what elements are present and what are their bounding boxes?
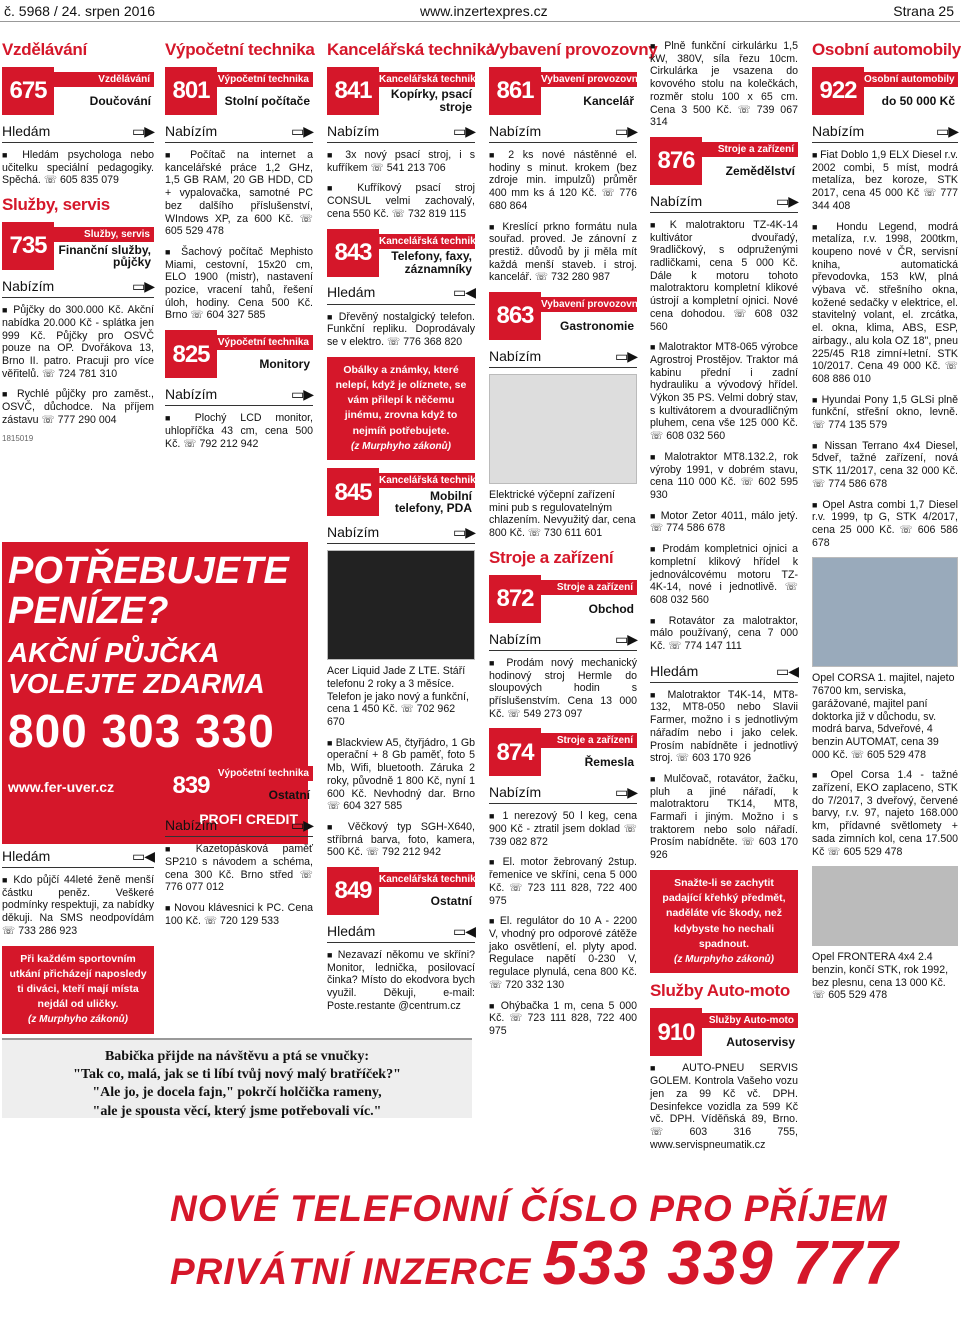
subsection-header <box>489 629 637 651</box>
category-band: Kancelářská technika <box>379 475 482 487</box>
arrow-icon: ▭▶ <box>615 347 637 364</box>
spacer <box>165 458 313 758</box>
category-sub: Monitory <box>259 356 310 371</box>
ad-item: ■ Plochý LCD monitor, uhlopříčka 43 cm, cena 500 Kč. ☏ 792 212 942 <box>165 412 313 450</box>
ad-item: ■ Počítač na internet a kancelářské práce 1,2 GHz, 1,5 GB RAM, 20 GB HDD, CD + vypalovačka, samotné PC bez dalšího příslušenství, WIndows XP, za 600 Kč. ☏ 605 529 478 <box>165 149 313 238</box>
ad-item: ■ AUTO-PNEU SERVIS GOLEM. Kontrola Vašeho vozu jen za 99 Kč vč. DPH. Desinfekce vozidla za 599 Kč vč. DPH. Víděňská 89, Brno. ☏ 603 316 755, www.servispneumatik.cz <box>650 1062 798 1151</box>
ad-item: ■ Šachový počítač Mephisto Miami, cestovní, 15x20 cm, ELO 1900 (mistr), nastavení pozice, vracení tahů, řešení úloh, hodiny. Cena 500 Kč. Brno ☏ 604 327 585 <box>165 246 313 322</box>
subsection-header <box>489 346 637 368</box>
category-band: Výpočetní technika <box>217 335 313 350</box>
subsection-header <box>812 121 958 143</box>
category-number: 841 <box>327 67 379 115</box>
subsection-header <box>327 921 475 943</box>
category-block <box>327 468 482 516</box>
category-block <box>327 67 482 115</box>
category-number: 872 <box>489 575 541 623</box>
arrow-icon: ▭▶ <box>615 630 637 647</box>
footer-line1: NOVÉ TELEFONNÍ ČÍSLO PRO PŘÍJEM <box>170 1188 888 1229</box>
subsection-header <box>2 276 154 298</box>
murphy-note: (z Murphyho zákonů) <box>351 440 451 452</box>
arrow-icon: ▭▶ <box>132 122 154 139</box>
footer-phone: 533 339 777 <box>542 1229 899 1298</box>
ad-item: ■ Kreslící prkno formátu nula souřad. proved. Je zánovní z prestiž. důvodů by ji měla mít každá menší staveb. i stroj. kancelář. ☏ 732 280 987 <box>489 221 637 285</box>
section-title: Vybavení provozovny <box>489 40 658 59</box>
category-number: 849 <box>327 867 379 915</box>
ad-item: ■ Opel Corsa 1.4 - tažné zařízení, EKO zaplaceno, STK do 7/2017, 3 dveřový, červené barvy, r.v. 97, najeto 168.000 km, přídavné světlomety + sada zimních kol, cena 17.500 Kč ☏ 605 529 478 <box>812 769 958 858</box>
subsection-header <box>489 782 637 804</box>
section-title: Služby, servis <box>2 195 110 215</box>
ad-item: ■ K malotraktoru TZ-4K-14 kultivátor dvouřadý, 9radličkový, s odpruženými radličkami, cena 5 000 Kč. Dále k motoru tohoto malotraktoru kompletní klikové ústrojí a kompletní ojnici. Nové cena dohodou. ☏ 608 032 560 <box>650 219 798 333</box>
car-photo <box>812 866 958 946</box>
category-block <box>2 67 154 115</box>
section-title: Služby Auto-moto <box>650 981 790 1001</box>
arrow-icon: ▭◀ <box>453 923 475 940</box>
subsection-label: Hledám <box>2 122 51 139</box>
site-url[interactable]: www.inzertexpres.cz <box>420 3 548 19</box>
category-band: Stroje a zařízení <box>702 142 798 157</box>
subsection-label: Nabízím <box>489 630 542 647</box>
murphy-note: (z Murphyho zákonů) <box>28 1014 128 1026</box>
ad-item: ■ Malotraktor MT8.132.2, rok výroby 1991, v dobrém stavu, cena 110 000 Kč. ☏ 602 595 930 <box>650 451 798 502</box>
arrow-icon: ▭▶ <box>936 122 958 139</box>
category-number: 910 <box>650 1008 702 1056</box>
ad-item: ■ Ohýbačka 1 m, cena 5 000 Kč. ☏ 723 111 828, 722 400 975 <box>489 1000 637 1038</box>
photo-caption: Opel CORSA 1. majitel, najeto 76700 km, serviska, garážované, majitel paní doktorka již v důchodu, sv. modrá barva, 5dveřové, 4 benzin AUTOMAT, cena 39 000 Kč. ☏ 605 529 478 <box>812 672 955 761</box>
ad-item: ■ Fiat Doblo 1,9 ELX Diesel r.v. 2002 combi, 5 míst, modrá metalíza, bez koroze, STK 2017, cena 45 000 Kč ☏ 777 344 408 <box>812 149 958 213</box>
subsection-label: Hledám <box>2 847 51 864</box>
category-sub: Finanční služby, půjčky <box>58 242 151 270</box>
subsection-header <box>165 121 313 143</box>
category-band: Služby Auto-moto <box>702 1013 798 1028</box>
category-number: 922 <box>812 67 864 115</box>
section-title: Výpočetní technika <box>165 40 315 59</box>
ad-item: ■ Nissan Terrano 4x4 Diesel, 5dveř, tažné zařízení, nová STK 11/2017, cena 32 000 Kč. ☏ 774 586 678 <box>812 440 958 491</box>
joke-line: "Ale jo, je docela fajn," pokrčí holčička rameny, <box>92 1085 382 1101</box>
subsection-label: Nabízím <box>327 524 380 541</box>
ad-item: ■ El. motor žebrovaný 2stup. řemenice ve skříni, cena 5 000 Kč. ☏ 723 111 828, 722 400 975 <box>489 856 637 907</box>
subsection-label: Nabízím <box>489 784 542 801</box>
subsection-label: Nabízím <box>489 122 542 139</box>
ad-id: 1815019 <box>2 434 34 444</box>
advert-subheadline: AKČNÍ PŮJČKA VOLEJTE ZDARMA <box>8 636 265 699</box>
category-band: Služby, servis <box>54 227 154 242</box>
subsection-label: Nabízím <box>489 347 542 364</box>
murphy-text: Obálky a známky, které nelepí, když je olíznete, se vám přilepí k něčemu jinému, zrovna když to nejmíň potřebujete. <box>335 363 467 437</box>
ad-item: ■ Malotraktor MT8-065 výrobce Agrostroj Prostějov. Traktor má kabinu přední i zadní hydrauliku a vývodový hřídel. Výkon 35 PS. Velmi dobrý stav, s kultivátorem a dvouradličným pluhem, cena vše 125 000 Kč. ☏ 608 032 560 <box>650 341 798 443</box>
category-band: Kancelářská technika <box>379 74 482 85</box>
arrow-icon: ▭▶ <box>453 524 475 541</box>
murphy-box <box>650 870 798 974</box>
category-block <box>489 575 637 623</box>
joke-line: "Tak co, malá, jak se ti líbí tvůj nový malý bratříček?" <box>73 1067 401 1083</box>
subsection-header <box>489 121 637 143</box>
car-photo <box>812 557 958 667</box>
ad-item: ■ Kdo půjčí 44leté ženě menší částku peněz. Veškeré podmínky respektuji, za nabídky děkuji. Na SMS neodpovídám ☏ 733 286 923 <box>2 874 154 938</box>
joke-box <box>2 1038 472 1118</box>
footer-banner <box>170 1174 960 1328</box>
column-vzdelavani-lower <box>2 846 154 1036</box>
category-block <box>812 67 958 115</box>
ad-item: ■ Nezavazí někomu ve skříni? Monitor, lednička, posilovací činka? Místo do ekodvora bych využil. Děkuji, e-mail: Poste.restante @centrum.cz <box>327 949 475 1013</box>
ad-item: ■ Hledám psychologa nebo učitelku speciální pedagogiky. Spěchá. ☏ 605 835 079 <box>2 149 154 187</box>
page-number: Strana 25 <box>893 3 954 19</box>
arrow-icon: ▭▶ <box>291 122 313 139</box>
subsection-label: Hledám <box>327 923 376 940</box>
phone-photo <box>327 550 475 660</box>
ad-item: ■ Dřevěný nostalgický telefon. Funkční repliku. Doprodávaly se v elektro. ☏ 776 368 820 <box>327 311 475 349</box>
ad-item: ■ Novou klávesnici k PC. Cena 100 Kč. ☏ 720 129 533 <box>165 902 313 927</box>
subsection-label: Nabízím <box>650 192 703 209</box>
subsection-header <box>650 661 798 683</box>
ad-item: ■ 1 nerezový 50 l keg, cena 900 Kč - ztratil jsem doklad ☏ 739 082 872 <box>489 810 637 848</box>
ad-item: ■ Motor Zetor 4011, málo jetý. ☏ 774 586 678 <box>650 510 798 535</box>
ad-item: ■ Půjčky do 300.000 Kč. Akční nabídka 20.000 Kč - splátka jen 999 Kč. Půjčky pro OSVČ pouze na OP. Dvořákova 13, Brno II. patro. Pracuji pro více věřitelů. ☏ 724 781 310 <box>2 304 154 380</box>
category-band: Výpočetní technika <box>217 72 313 87</box>
photo-caption: Elektrické výčepní zařízení mini pub s regulovatelným chlazením. Nevyužitý dar, cena 800 Kč. ☏ 730 611 601 <box>489 489 636 540</box>
category-number: 876 <box>650 137 702 185</box>
subsection-label: Nabízím <box>327 122 380 139</box>
category-sub: Ostatní <box>268 787 310 802</box>
category-sub: Doučování <box>89 93 151 108</box>
category-block <box>489 67 644 115</box>
category-number: 675 <box>2 67 54 115</box>
category-number: 843 <box>327 229 379 277</box>
category-block <box>650 137 798 185</box>
column-kancelarska-technika <box>327 40 495 1170</box>
subsection-label: Hledám <box>650 662 699 679</box>
subsection-header <box>165 384 313 406</box>
arrow-icon: ▭▶ <box>291 817 313 834</box>
category-sub: Mobilní telefony, PDA <box>394 488 472 516</box>
advert-url: www.fer-uver.cz <box>8 779 115 796</box>
category-block <box>650 1008 798 1056</box>
photo-caption: Acer Liquid Jade Z LTE. Stáří telefonu 2 roky a 3 měsíce. Telefon je jako nový a funkční, cena 1 450 Kč. ☏ 702 962 670 <box>327 665 469 729</box>
photo-caption: Opel FRONTERA 4x4 2.4 benzin, končí STK, rok 1992, bez plesnu, cena 13 000 Kč. ☏ 605 529 478 <box>812 951 949 1002</box>
arrow-icon: ▭▶ <box>453 122 475 139</box>
advert-headline: POTŘEBUJETE PENÍZE? <box>8 550 289 632</box>
subsection-label: Nabízím <box>2 278 55 295</box>
category-band: Vybavení provozovny <box>541 74 644 85</box>
section-title: Osobní automobily <box>812 40 961 59</box>
ad-item: ■ Blackview A5, čtyřjádro, 1 Gb operační + 8 Gb paměť, foto 5 Mb, Wifi, bluetooth. Záruka 2 roky, původně 1 800 Kč, nyní 1 600 Kč. Nevhodný dar. Brno ☏ 604 327 585 <box>327 737 475 813</box>
section-title: Stroje a zařízení <box>489 547 614 567</box>
footer-label: PRIVÁTNÍ INZERCE <box>170 1251 543 1292</box>
ad-item: ■ Věčkový typ SGH-X640, stříbrná barva, foto, kamera, 500 Kč. ☏ 792 212 942 <box>327 821 475 859</box>
subsection-header <box>327 121 475 143</box>
category-sub: Telefony, faxy, záznamníky <box>391 248 472 276</box>
category-sub: Kopírky, psací stroje <box>390 87 472 114</box>
ad-item: ■ Opel Astra combi 1,7 Diesel r.v. 1999, tp G, STK 4/2017, cena 25 000 Kč. ☏ 606 586 678 <box>812 499 958 550</box>
column-vybaveni-provozovny <box>489 40 658 1170</box>
column-vypocetni-technika <box>165 40 313 1170</box>
joke-line: Babička přijde na návštěvu a ptá se vnučky: <box>104 1049 370 1064</box>
murphy-box <box>2 946 154 1034</box>
ad-item: ■ Rychlé půjčky pro zaměst., OSVČ, důchodce. Na příjem zástavu ☏ 777 290 004 <box>2 388 154 426</box>
section-title: Kancelářská technika <box>327 40 495 59</box>
murphy-text: Při každém sportovním utkání přicházejí naposledy ti diváci, kteří mají místa nejdál od uličky. <box>9 952 147 1011</box>
category-number: 735 <box>2 222 54 270</box>
ad-item: ■ Hondu Legend, modrá metalíza, r.v. 1998, 200tkm, koupeno nové v ČR, servisní kniha, automatická převodovka, 153 kW, plná výbava vč. střešního okna, kožené sedačky v elektrice, el. stavitelný volant, el. zrcátka, el. okna, klima, ABS, ESP, airbagy., alu kola OZ 18", pneu 225/45 R18 zimní+letní. STK 10/2017. Cena 49 000 Kč. ☏ 608 886 010 <box>812 221 958 386</box>
category-band: Stroje a zařízení <box>541 733 637 748</box>
ad-item: ■ Kufříkový psací stroj CONSUL velmi zachovalý, cena 550 Kč. ☏ 732 819 115 <box>327 182 475 220</box>
arrow-icon: ▭◀ <box>453 284 475 301</box>
category-band: Vybavení provozovny <box>541 299 644 311</box>
subsection-header <box>165 815 313 837</box>
category-block <box>489 292 644 340</box>
arrow-icon: ▭◀ <box>776 662 798 679</box>
category-number: 863 <box>489 292 541 340</box>
joke-line: "ale je spousta věcí, který jsme potřebovali víc." <box>92 1103 382 1119</box>
advert-logo: PROFI CREDIT <box>199 810 298 827</box>
arrow-icon: ▭▶ <box>132 278 154 295</box>
column-stroje <box>650 40 798 1170</box>
ad-item: ■ El. regulátor do 10 A - 2200 V, vhodný pro odporové zátěže jako osvětlení, el. plyty apod. Regulace napětí 0-230 V, regulace plynulá, cena 800 Kč. ☏ 720 332 130 <box>489 915 637 991</box>
column-osobni-automobily <box>812 40 961 1170</box>
category-number: 825 <box>165 330 217 378</box>
category-block <box>489 728 637 776</box>
advert-phone: 800 303 330 <box>8 705 275 758</box>
category-block <box>327 229 482 277</box>
category-number: 845 <box>327 468 379 516</box>
subsection-label: Nabízím <box>165 122 218 139</box>
category-sub: do 50 000 Kč <box>881 93 955 108</box>
category-sub: Obchod <box>588 601 634 616</box>
category-sub: Stolní počítače <box>224 93 310 108</box>
subsection-label: Hledám <box>327 284 376 301</box>
page-header <box>0 0 960 22</box>
category-sub: Kancelář <box>583 93 634 108</box>
subsection-label: Nabízím <box>165 817 218 834</box>
category-band: Osobní automobily <box>864 72 958 87</box>
subsection-label: Nabízím <box>812 122 865 139</box>
footer-line2 <box>170 1229 960 1302</box>
category-block <box>2 222 154 270</box>
ad-item: ■ 2 ks nové nástěnné el. hodiny s minut. krokem (bez zdroje min. impulzů) průměr 400 mm ks á 120 Kč. ☏ 776 680 864 <box>489 149 637 213</box>
category-block <box>165 761 313 809</box>
category-block <box>165 67 313 115</box>
ad-item: ■ Hyundai Pony 1,5 GLSi plně funkční, střešní okno, levně. ☏ 774 135 579 <box>812 394 958 432</box>
ad-item: ■ Mulčovač, rotavátor, žačku, pluh a jiné nářadí, k malotraktoru TK14, MT8, Farmaři i jiným. Možno i s traktorem nebo solo nářadí. Prosím nabídněte. ☏ 603 170 926 <box>650 773 798 862</box>
subsection-header <box>327 283 475 305</box>
category-sub: Řemesla <box>584 755 634 770</box>
category-sub: Gastronomie <box>559 318 634 333</box>
arrow-icon: ▭▶ <box>776 192 798 209</box>
category-number: 861 <box>489 67 541 115</box>
ad-item: ■ Kazetopásková paměť SP210 s návodem a schéma, cena 300 Kč. Brno střed ☏ 776 077 012 <box>165 843 313 894</box>
ad-item: ■ Plně funkční cirkulárku 1,5 kW, 380V, síla řezu 10cm. Cirkulárka je vsazena do kovového stolu na kolečkách, rozměr stolu 100 x 65 cm. Cena 3 500 Kč. ☏ 739 067 314 <box>650 40 798 129</box>
ad-item: ■ Rotavátor za malotraktor, málo používaný, cena 7 000 Kč. ☏ 774 147 111 <box>650 615 798 653</box>
arrow-icon: ▭▶ <box>615 122 637 139</box>
category-band: Vzdělávání <box>54 72 154 87</box>
ad-item: ■ Malotraktor T4K-14, MT8-132, MT8-050 nebo Slavii Farmer, možno i s jednotlivým nářadím nebo i jako celek. Prosím nabídněte i jednotlivý stroj. ☏ 603 170 926 <box>650 689 798 765</box>
beer-dispenser-photo <box>489 374 637 484</box>
subsection-header <box>650 191 798 213</box>
category-band: Kancelářská technika <box>379 874 482 886</box>
category-sub: Autoservisy <box>726 1035 795 1050</box>
murphy-text: Snažte-li se zachytit padající křehký předmět, naděláte víc škody, než kdybyste ho nechali spadnout. <box>662 876 786 950</box>
arrow-icon: ▭▶ <box>291 386 313 403</box>
issue-info: č. 5968 / 24. srpen 2016 <box>4 3 155 19</box>
subsection-header <box>327 522 475 544</box>
section-title: Vzdělávání <box>2 40 87 59</box>
category-block <box>165 330 313 378</box>
category-band: Stroje a zařízení <box>541 580 637 595</box>
arrow-icon: ▭◀ <box>132 847 154 864</box>
ad-item: ■ Prodám kompletnici ojnici a kompletní klikový hřídel k jednoválcovému motoru TZ-4K-14, nové i jednotlivě. ☏ 608 032 560 <box>650 543 798 607</box>
murphy-box <box>327 357 475 461</box>
ad-item: ■ 3x nový psací stroj, i s kufříkem ☏ 541 213 706 <box>327 149 475 174</box>
murphy-note: (z Murphyho zákonů) <box>674 953 774 965</box>
category-band: Kancelářská technika <box>379 235 482 247</box>
subsection-header <box>2 121 154 143</box>
category-number: 874 <box>489 728 541 776</box>
category-block <box>327 867 482 915</box>
category-band: Výpočetní technika <box>217 766 313 781</box>
subsection-header <box>2 846 154 868</box>
category-sub: Ostatní <box>430 893 472 908</box>
subsection-label: Nabízím <box>165 386 218 403</box>
category-number: 839 <box>165 761 217 809</box>
ad-item: ■ Prodám nový mechanický hodinový stroj Hermle do sloupových hodin s příslušenstvím. Cena 13 000 Kč. ☏ 549 273 097 <box>489 657 637 721</box>
category-number: 801 <box>165 67 217 115</box>
category-sub: Zemědělství <box>725 163 795 178</box>
arrow-icon: ▭▶ <box>615 784 637 801</box>
